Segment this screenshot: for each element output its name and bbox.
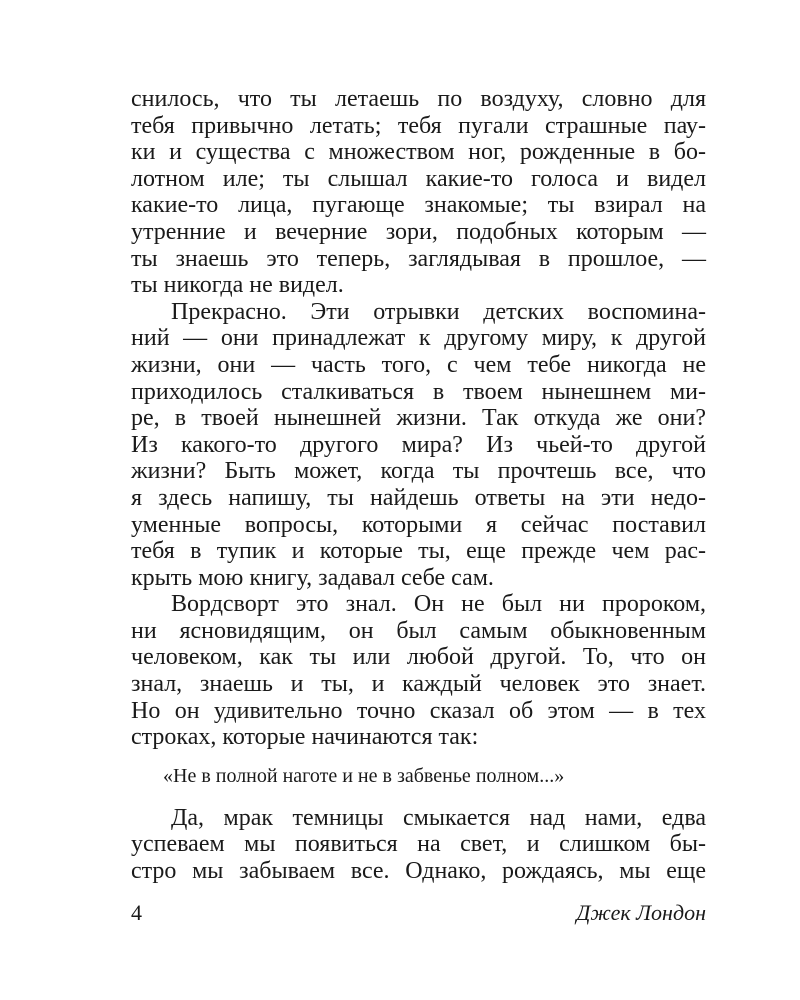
text-line: утренние и вечерние зори, подобных которым — [131, 218, 706, 245]
page-footer [131, 898, 706, 928]
text-line: ний — они принадлежат к другому миру, к другой [131, 325, 706, 352]
text-line: жизни, они — часть того, с чем тебе никогда не [131, 351, 706, 378]
text-line: знал, знаешь и ты, и каждый человек это знает. [131, 671, 706, 698]
text-line: стро мы забываем все. Однако, рождаясь, мы еще [131, 858, 706, 885]
text-line: Но он удивительно точно сказал об этом — в тех [131, 697, 706, 724]
text-line: жизни? Быть может, когда ты прочтешь все, что [131, 458, 706, 485]
text-line: ты никогда не видел. [131, 272, 344, 299]
text-line: приходилось сталкиваться в твоем нынешнем ми- [131, 378, 706, 405]
text-line: человеком, как ты или любой другой. То, что он [131, 644, 706, 671]
text-line: уменные вопросы, которыми я сейчас поставил [131, 511, 706, 538]
text-line: ты знаешь это теперь, заглядывая в прошлое, — [131, 245, 706, 272]
text-line: Да, мрак темницы смыкается над нами, едва [171, 804, 706, 831]
text-line: строках, которые начинаются так: [131, 724, 479, 751]
paragraph-2 [131, 299, 706, 592]
text-line: я здесь напишу, ты найдешь ответы на эти недо- [131, 484, 706, 511]
text-line: снилось, что ты летаешь по воздуху, словно для [131, 86, 706, 112]
text-line: тебя в тупик и которые ты, еще прежде чем рас- [131, 538, 706, 565]
text-line: лотном иле; ты слышал какие-то голоса и видел [131, 165, 706, 192]
poem-quote: «Не в полной наготе и не в забвенье полном...» [163, 764, 565, 787]
paragraph-4 [131, 805, 706, 885]
text-line: Из какого-то другого мира? Из чьей-то другой [131, 431, 706, 458]
text-line: крыть мою книгу, задавал себе сам. [131, 564, 494, 591]
text-line: Прекрасно. Эти отрывки детских воспомина- [171, 298, 706, 325]
text-line: ре, в твоей нынешней жизни. Так откуда же они? [131, 405, 706, 432]
text-line: Вордсворт это знал. Он не был ни пророком, [171, 591, 706, 618]
text-line: ни ясновидящим, он был самым обыкновенным [131, 617, 706, 644]
body-text [131, 86, 706, 885]
paragraph-1 [131, 86, 706, 299]
text-line: тебя привычно летать; тебя пугали страшные пау- [131, 112, 706, 139]
text-line: успеваем мы появиться на свет, и слишком бы- [131, 831, 706, 858]
text-line: какие-то лица, пугающе знакомые; ты взирал на [131, 192, 706, 219]
running-footer-author: Джек Лондон [576, 900, 706, 925]
page-number: 4 [131, 900, 142, 925]
text-line: ки и существа с множеством ног, рожденные в бо- [131, 139, 706, 166]
paragraph-3 [131, 591, 706, 751]
